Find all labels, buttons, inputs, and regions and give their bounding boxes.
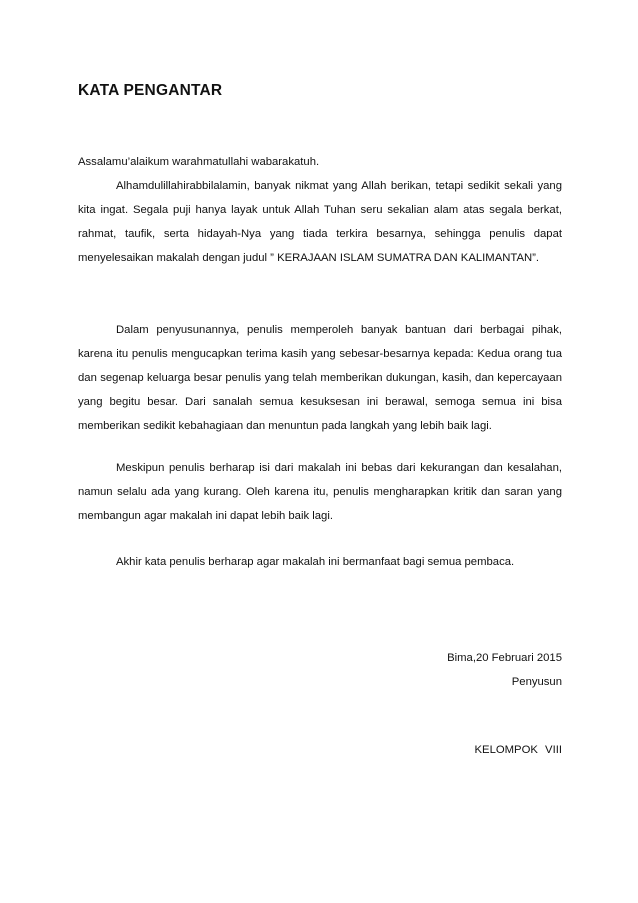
- paragraph-closing: Akhir kata penulis berharap agar makalah ini bermanfaat bagi semua pembaca.: [116, 556, 515, 568]
- greeting-text: Assalamu’alaikum warahmatullahi wabarakatuh.: [78, 156, 320, 168]
- signature-group: KELOMPOK VIII: [474, 744, 562, 756]
- paragraph-feedback: Meskipun penulis berharap isi dari makalah ini bebas dari kekurangan dan kesalahan, namun selalu ada yang kurang. Oleh karena itu, penulis mengharapkan kritik dan saran yang membangun agar makalah ini dapat lebih baik lagi.: [78, 462, 562, 522]
- signature-role: Penyusun: [511, 676, 562, 688]
- paragraph-acknowledgement: Dalam penyusunannya, penulis memperoleh banyak bantuan dari berbagai pihak, karena itu penulis mengucapkan terima kasih yang sebesar-besarnya kepada: Kedua orang tua dan segenap keluarga besar penulis yang telah memberikan dukungan, kasih, dan kepercayaan yang begitu besar. Dari sanalah semua kesuksesan ini berawal, semoga semua ini bisa memberikan sedikit kebahagiaan dan menuntun pada langkah yang lebih baik lagi.: [78, 324, 562, 432]
- paragraph-opening: Alhamdulillahirabbilalamin, banyak nikmat yang Allah berikan, tetapi sedikit sekali yang kita ingat. Segala puji hanya layak untuk Allah Tuhan seru sekalian alam atas segala berkat, rahmat, taufik, serta hidayah-Nya yang tiada terkira besarnya, sehingga penulis dapat menyelesaikan makalah dengan judul ” KERAJAAN ISLAM SUMATRA DAN KALIMANTAN”.: [78, 180, 562, 264]
- page-title: KATA PENGANTAR: [78, 82, 223, 99]
- signature-place-date: Bima,20 Februari 2015: [447, 652, 562, 664]
